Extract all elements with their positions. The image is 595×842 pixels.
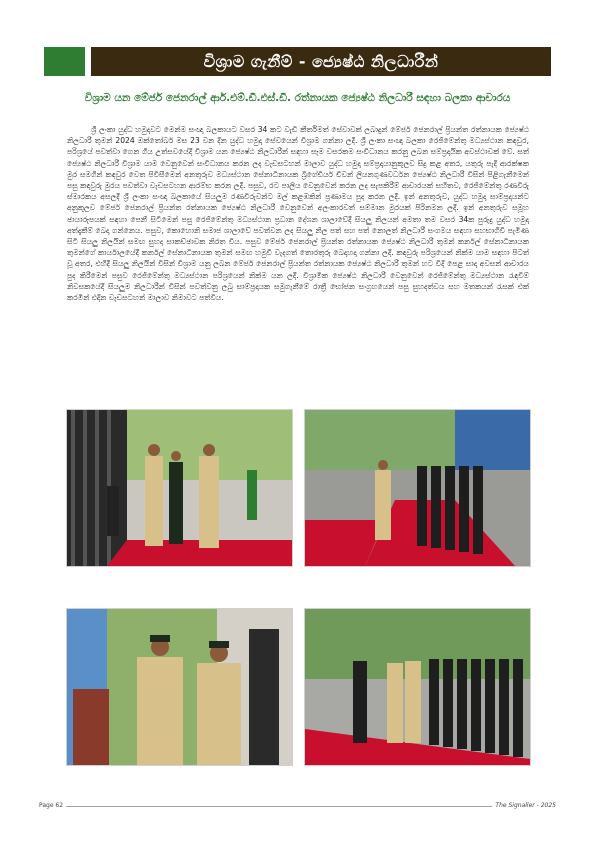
article-subtitle: විශ්‍රාම යන මේජර් ජෙනරාල් ආර්.එම්.ඩී.එස්.ඩී. රත්නායක ජ්‍යෙෂ්ඨ නිලධාරී සඳහා බලකා ආචාරය <box>84 92 511 104</box>
guard-of-honour-photo <box>304 409 531 567</box>
salute-photo <box>66 608 293 766</box>
ceremony-handshake-photo <box>66 409 293 567</box>
footer-rule <box>36 806 559 807</box>
guard-parade-photo <box>304 608 531 766</box>
article-body: ශ්‍රී ලංකා යුද්ධ හමුදාවට මෙන්ම සංඥා බලකායට වසර 34 කට වැඩි කීර්තිමත් සේවාවක් ලබාදුන් මේජර් ජෙනරාල් ප්‍රියන්ත රත්නායක ජ්‍යෙෂ්ඨ නිලධාරී තුමන් 2024 ඔක්තෝබර් මස 23 වන දින යුද්ධ හමුදා සේවයෙන් විශ්‍රාම ගන්නා ලදී. ශ්‍රී ලංකා සංඥා බලකා රෙජිමේන්තු මධ්‍යස්ථාන කඳවුර, පරිශ්‍රයේ පවත්වා ගෙන ගිය උත්සවයේදී විශ්‍රාම යන ජ්‍යෙෂ්ඨ නිලධාරීන් සඳහා සෑම වසරකම සංවිධානය කරනු ලබන සම්ප්‍රදායික අවස්ථාවක් වේ. සත් ජ්‍යෙෂ්ඨ නිලධාරී විශ්‍රාම යාම වෙනුවෙන් සංවිධානය කරන ලද වැඩසටහන් මාලාව යුද්ධ හමුදා සම්ප්‍රදායානුකූලව සිදු කළ අතර, යතුරු පැදි ආරක්ෂක මුර සමගින් කඳවුර වෙත පිවිසීමෙන් අනතුරුව මධ්‍යස්ථාන සේනාධිනායක බ්‍රිගේඩියර් චීවන් ලියනගුණවර්ධන ජ්‍යෙෂ්ඨ නිලධාරී විසින් පිළිගැනීමෙන් පසු කඳවුරු මුරය පවත්වා වැඩසටහන ආරම්භ කරන ලදී. පසුව, රට පාලිය වෙනුවෙන් කරන ලද සැපකිරීම් ආචාරයක් සහිතව, රෙජිමේන්තු රණවිරු ස්මාරකය අසලදී ශ්‍රී ලංකා සංඥා බලකායේ සියලුම රණවිරුවන්ට මල් කළඹකින් ප්‍රණාමය පුද කරන ලදී. ඉන් අනතුරුව, යුද්ධ හමුදා සාම්ප්‍රදායන්ට අනුකූලව මේජර් ජෙනරාල් ප්‍රියන්ත රත්නායක ජ්‍යෙෂ්ඨ නිලධාරී වෙනුවෙන් අලංකාරවත් සම්මාන මුරයක් පිරිනමන ලදී. ඉන් අනතුරුව සමූහ ඡායාරූපයක් සඳහා පෙනී සිටීමෙන් පසු රෙජිමේන්තු මධ්‍යස්ථාන ප්‍රධාන දේශන ශාලාවේදී සියලු නිලයන් අමතා තම වසර 34ක පුරුදු යුද්ධ හමුදා අත්දැකීම් බෙදා ගන්නෙය. පසුව, කොහොනි සමාජ ශාලාවේ පවත්වන ලද සියලු නිල පත් සහ පත් නොලත් නිලධාරී සංගමය සඳහා සහභාගිවී පැමිණ සිටි සියලු නිලයින් සමඟ සුහද සාකච්ඡාවක නිරත විය. පසුව මේජර් ජෙනරාල් ප්‍රියන්ත රත්නායක ජ්‍යෙෂ්ඨ නිලධාරී තුමන් කර්නල් සේනාධිනායක තුමන්ගේ කාර්යාලයේදී කර්නල් සේනාධිනායක තුමන් සමඟ හමුවී වැදගත් තොරතුරු බෙදාහදා ගන්නා ලදී. කඳවුරු පරිශ්‍රයෙන් නික්ම යාම සඳහා පිටත් වූ අතර, එහිදී සියලු නිලයින් විසින් විශ්‍රාම යනු ලබන මේජර් ජෙනරාල් ප්‍රියන්ත රත්නායක ජ්‍යෙෂ්ඨ නිලධාරී තුමන් හට වීදි පෙළ සාදා අවසන් ආචාරය පුද කිරීමෙන් පසුව රෙජිමේන්තු මධ්‍යස්ථාන පරිශ්‍රයෙන් නික්ම යන ලදී. විශ්‍රාමික ජ්‍යෙෂ්ඨ නිලධාරී වෙනුවෙන් රෙජිමේන්තු මධ්‍යස්ථාන රැඳවීම් නිවසකයේදී සියලුම නිලධාරීන් විසින් පවත්වනු ලබු සාම්ප්‍රදායක සමුගැනීමේ රාත්‍රී භෝජන සංග්‍රහයෙන් පසු සුහදත්වය සහ මතකයන් රැසක් එක් කරමින් එදින වැඩසටහන් මාලාව නිමාවට පත්විය. <box>67 125 529 303</box>
magazine-name: The Signaller - 2025 <box>492 802 559 809</box>
page-number: Page 62 <box>36 802 66 809</box>
page-title: විශ්‍රාම ගැනීම් - ජ්‍යෙෂ්ඨ නිලධාරීන් <box>203 51 439 71</box>
page-title-bar <box>91 47 551 76</box>
header-accent-square <box>44 47 85 76</box>
